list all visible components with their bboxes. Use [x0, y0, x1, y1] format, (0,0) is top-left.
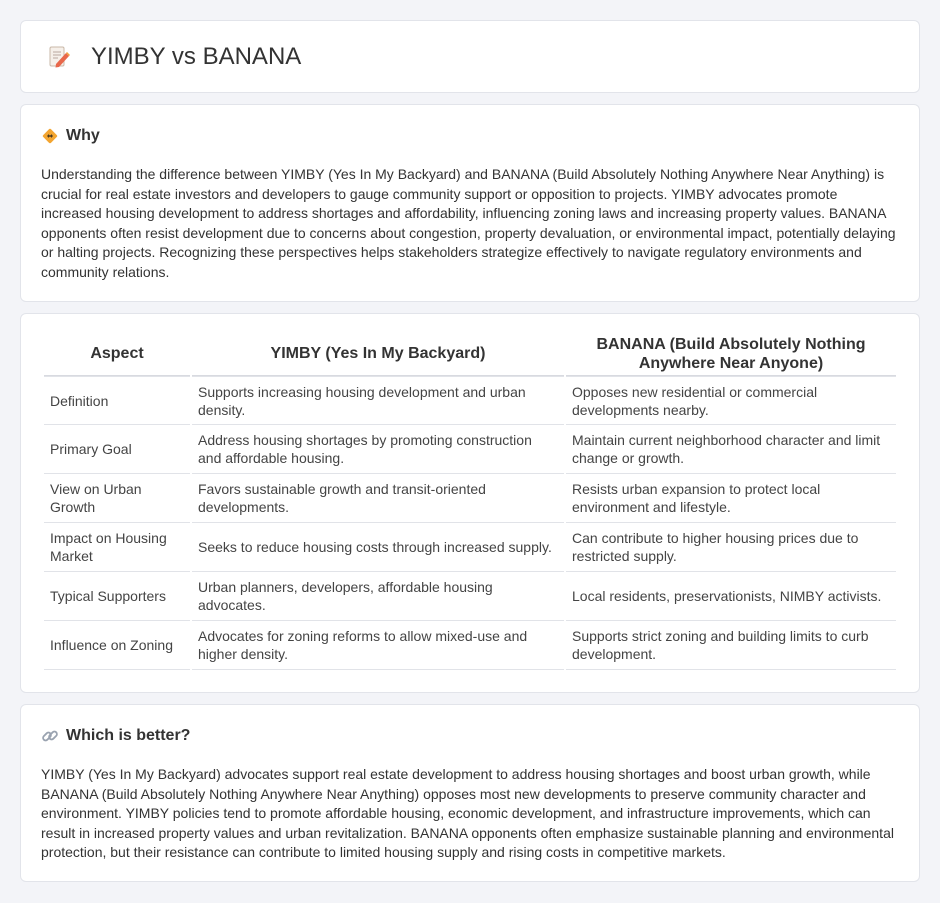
banana-cell: Supports strict zoning and building limits to curb development. — [566, 621, 896, 670]
title-card — [20, 20, 920, 93]
better-text: YIMBY (Yes In My Backyard) advocates support real estate development to address housing shortages and boost urban growth, while BANANA (Build Absolutely Nothing Anywhere Near Anything) opposes most new developments to preserve community character and environment. YIMBY policies tend to promote affordable housing, economic development, and infrastructure improvements, which can result in increased property values and urban revitalization. BANANA opponents often emphasize sustainable planning and environmental protection, but their resistance can contribute to limited housing supply and rising costs in competitive markets. — [41, 766, 894, 861]
table-row — [44, 523, 896, 572]
banana-cell: Can contribute to higher housing prices due to restricted supply. — [566, 523, 896, 572]
banana-cell: Maintain current neighborhood character and limit change or growth. — [566, 425, 896, 474]
yimby-cell: Favors sustainable growth and transit-oriented developments. — [192, 474, 564, 523]
page-title: YIMBY vs BANANA — [91, 42, 302, 70]
table-header-row — [44, 334, 896, 376]
aspect-cell: Primary Goal — [44, 425, 190, 474]
aspect-cell: View on Urban Growth — [44, 474, 190, 523]
yimby-cell: Advocates for zoning reforms to allow mixed-use and higher density. — [192, 621, 564, 670]
comparison-table — [42, 334, 898, 670]
header-banana: BANANA (Build Absolutely Nothing Anywhere Near Anyone) — [566, 334, 896, 376]
diamond-arrows-icon — [41, 127, 59, 145]
aspect-cell: Definition — [44, 376, 190, 425]
header-aspect: Aspect — [44, 334, 190, 376]
better-heading-text: Which is better? — [66, 727, 191, 744]
banana-cell: Opposes new residential or commercial developments nearby. — [566, 376, 896, 425]
link-icon — [41, 727, 59, 745]
banana-cell: Local residents, preservationists, NIMBY activists. — [566, 572, 896, 621]
which-better-section — [20, 704, 920, 882]
table-row — [44, 474, 896, 523]
why-section — [20, 104, 920, 302]
table-row — [44, 376, 896, 425]
better-heading — [41, 727, 899, 745]
header-yimby: YIMBY (Yes In My Backyard) — [192, 334, 564, 376]
table-row — [44, 621, 896, 670]
banana-cell: Resists urban expansion to protect local environment and lifestyle. — [566, 474, 896, 523]
why-heading-text: Why — [66, 127, 100, 144]
table-row — [44, 425, 896, 474]
aspect-cell: Influence on Zoning — [44, 621, 190, 670]
yimby-cell: Urban planners, developers, affordable housing advocates. — [192, 572, 564, 621]
why-heading — [41, 127, 899, 145]
yimby-cell: Address housing shortages by promoting construction and affordable housing. — [192, 425, 564, 474]
aspect-cell: Impact on Housing Market — [44, 523, 190, 572]
aspect-cell: Typical Supporters — [44, 572, 190, 621]
yimby-cell: Supports increasing housing development and urban density. — [192, 376, 564, 425]
memo-pencil-icon — [47, 45, 71, 69]
yimby-cell: Seeks to reduce housing costs through increased supply. — [192, 523, 564, 572]
table-row — [44, 572, 896, 621]
why-text: Understanding the difference between YIMBY (Yes In My Backyard) and BANANA (Build Absolutely Nothing Anywhere Near Anything) is crucial for real estate investors and developers to gauge community support or opposition to projects. YIMBY advocates promote increased housing development to address shortages and affordability, influencing zoning laws and increasing property values. BANANA opponents often resist development due to concerns about congestion, property devaluation, or environmental impact, potentially delaying or halting projects. Recognizing these perspectives helps stakeholders strategize effectively to navigate regulatory environments and community relations. — [41, 166, 896, 280]
comparison-section — [20, 313, 920, 693]
